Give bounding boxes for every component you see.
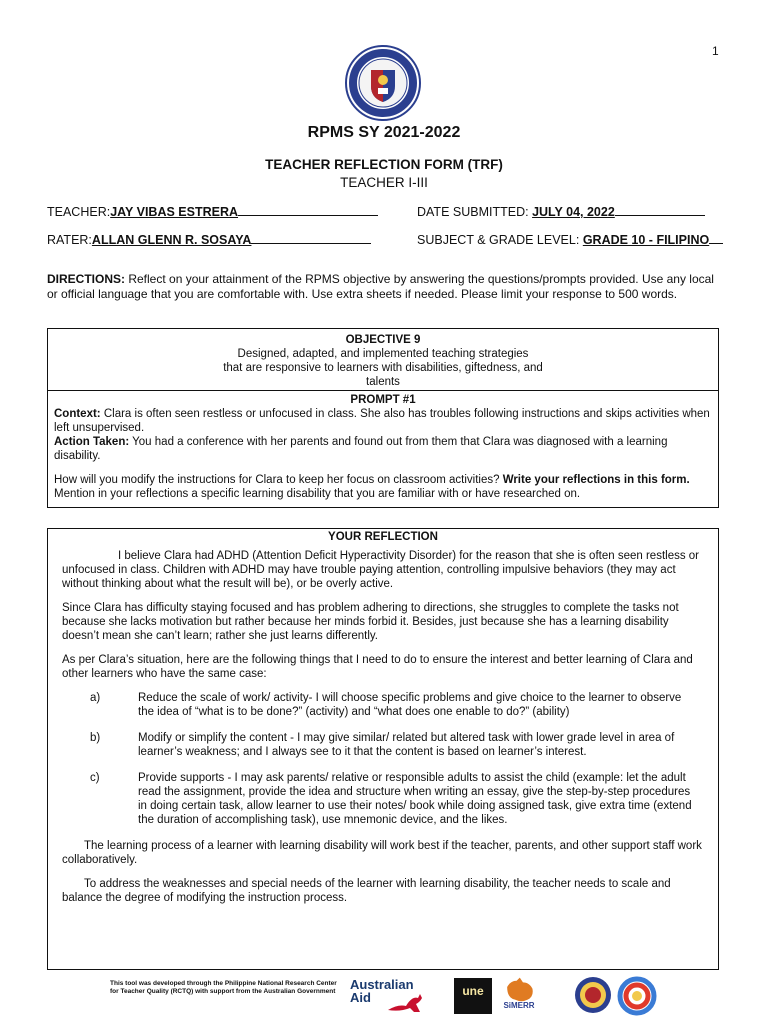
reflection-paragraph-4: The learning process of a learner with learning disability will work best if the teacher, parents, and other support staff work collaboratively. bbox=[62, 840, 702, 866]
question-text-a: How will you modify the instructions for Clara to keep her focus on classroom activities? bbox=[54, 474, 503, 486]
australian-aid-text-2: Aid bbox=[350, 990, 371, 1005]
rctq-rings-logo bbox=[617, 976, 657, 1016]
deped-seal-logo bbox=[344, 44, 422, 122]
info-row-teacher bbox=[47, 204, 737, 220]
info-row-rater bbox=[47, 232, 737, 248]
page-number: 1 bbox=[712, 44, 719, 58]
prompt-title: PROMPT #1 bbox=[350, 394, 416, 406]
teacher-value: JAY VIBAS ESTRERA bbox=[110, 205, 239, 219]
simerr-logo bbox=[498, 976, 540, 1014]
reflection-list-item bbox=[62, 771, 708, 827]
list-text: Reduce the scale of work/ activity- I will choose specific problems and give choice to the learner to observe the idea of “what is to be done?” (activity) and “what does one enable to do?” (ability) bbox=[138, 692, 682, 718]
australian-aid-logo bbox=[350, 978, 436, 1014]
prompt-action bbox=[54, 435, 712, 463]
directions bbox=[47, 272, 723, 302]
form-title: TEACHER REFLECTION FORM (TRF) bbox=[265, 157, 503, 172]
teacher-label: TEACHER: bbox=[47, 205, 111, 219]
reflection-body bbox=[48, 543, 718, 905]
reflection-paragraph-5: To address the weaknesses and special needs of the learner with learning disability, the teacher needs to scale and balance the degree of modifying the instruction process. bbox=[62, 878, 671, 904]
list-marker: c) bbox=[90, 772, 100, 784]
list-marker: b) bbox=[90, 732, 101, 744]
reflection-list-item bbox=[62, 731, 708, 759]
reflection-paragraph-1: I believe Clara had ADHD (Attention Deficit Hyperactivity Disorder) for the reason that she is often seen restless or unfocused in class. Children with ADHD may have trouble paying attention, controlling impulsive behaviors (they may act without thinking about what the result will be), or be overly active. bbox=[62, 550, 700, 590]
australian-aid-text-1: Australian bbox=[350, 977, 414, 992]
objective-prompt-box bbox=[47, 328, 719, 508]
directions-text: Reflect on your attainment of the RPMS objective by answering the questions/prompts provided. Use any local or official language that you are comfortable with. Use extra sheets if needed. Please limit your response to 500 words. bbox=[47, 272, 714, 301]
objective-line-3: talents bbox=[366, 376, 400, 388]
prompt-body bbox=[48, 391, 718, 513]
objective-line-2: that are responsive to learners with disabilities, giftedness, and bbox=[223, 362, 543, 374]
rater-underline bbox=[251, 232, 371, 244]
action-label: Action Taken: bbox=[54, 436, 130, 448]
university-seal-logo bbox=[574, 976, 612, 1014]
list-marker: a) bbox=[90, 692, 101, 704]
directions-label: DIRECTIONS: bbox=[47, 272, 125, 286]
context-label: Context: bbox=[54, 408, 101, 420]
list-text: Modify or simplify the content - I may give similar/ related but altered task with lower grade level in area of learner’s weakness; and I always see to it that the content is based on learner’s interest. bbox=[138, 732, 675, 758]
question-text-b: Mention in your reflections a specific learning disability that you are familiar with or have researched on. bbox=[54, 488, 581, 500]
subject-label: SUBJECT & GRADE LEVEL: bbox=[417, 233, 580, 247]
reflection-title: YOUR REFLECTION bbox=[328, 531, 438, 543]
une-logo bbox=[454, 978, 492, 1014]
reflection-box bbox=[47, 528, 719, 970]
question-text-bold: Write your reflections in this form. bbox=[502, 474, 690, 486]
teacher-underline bbox=[238, 204, 378, 216]
footer-credit: This tool was developed through the Philippine National Research Center for Teacher Quality (RCTQ) with support from the Australian Government bbox=[110, 980, 337, 995]
objective-line-1: Designed, adapted, and implemented teaching strategies bbox=[237, 348, 529, 360]
simerr-text: SiMERR bbox=[503, 1001, 535, 1010]
reflection-paragraph-2: Since Clara has difficulty staying focused and has problem adhering to directions, she struggles to complete the tasks not because she lacks motivation but rather because her minds forbid it. Besides, just because she has a learning disability doesn’t mean she can’t learn; rather she just learns differently. bbox=[62, 602, 679, 642]
date-label: DATE SUBMITTED: bbox=[417, 205, 529, 219]
prompt-context bbox=[54, 407, 712, 435]
action-text: You had a conference with her parents and found out from them that Clara was diagnosed with a learning disability. bbox=[54, 436, 668, 462]
kangaroo-icon bbox=[386, 990, 426, 1014]
reflection-list-item bbox=[62, 691, 708, 719]
reflection-paragraph-3: As per Clara’s situation, here are the following things that I need to do to ensure the interest and better learning of Clara and other learners who have the same case: bbox=[62, 654, 693, 680]
rater-value: ALLAN GLENN R. SOSAYA bbox=[91, 233, 252, 247]
subject-value: GRADE 10 - FILIPINO bbox=[582, 233, 710, 247]
subject-underline bbox=[709, 232, 723, 244]
form-subtitle: TEACHER I-III bbox=[340, 175, 428, 190]
date-value: JULY 04, 2022 bbox=[532, 205, 615, 219]
date-underline bbox=[615, 204, 705, 216]
form-heading: RPMS SY 2021-2022 bbox=[307, 124, 461, 141]
list-text: Provide supports - I may ask parents/ relative or responsible adults to assist the child (example: let the adult read the assignment, provide the idea and structure when writing an essay, give the step-by-step procedures in doing certain task, allow learner to use their notes/ book while doing assigned task, give extra time (extend the duration of accomplishing task), use mnemonic device, and the likes. bbox=[138, 772, 692, 826]
rater-label: RATER: bbox=[47, 233, 92, 247]
objective-title: OBJECTIVE 9 bbox=[345, 334, 421, 346]
objective-header bbox=[48, 329, 718, 391]
context-text: Clara is often seen restless or unfocused in class. She also has troubles following instructions and skips activities when left unsupervised. bbox=[54, 408, 710, 434]
une-logo-text: une bbox=[462, 984, 484, 998]
prompt-question bbox=[54, 473, 712, 501]
